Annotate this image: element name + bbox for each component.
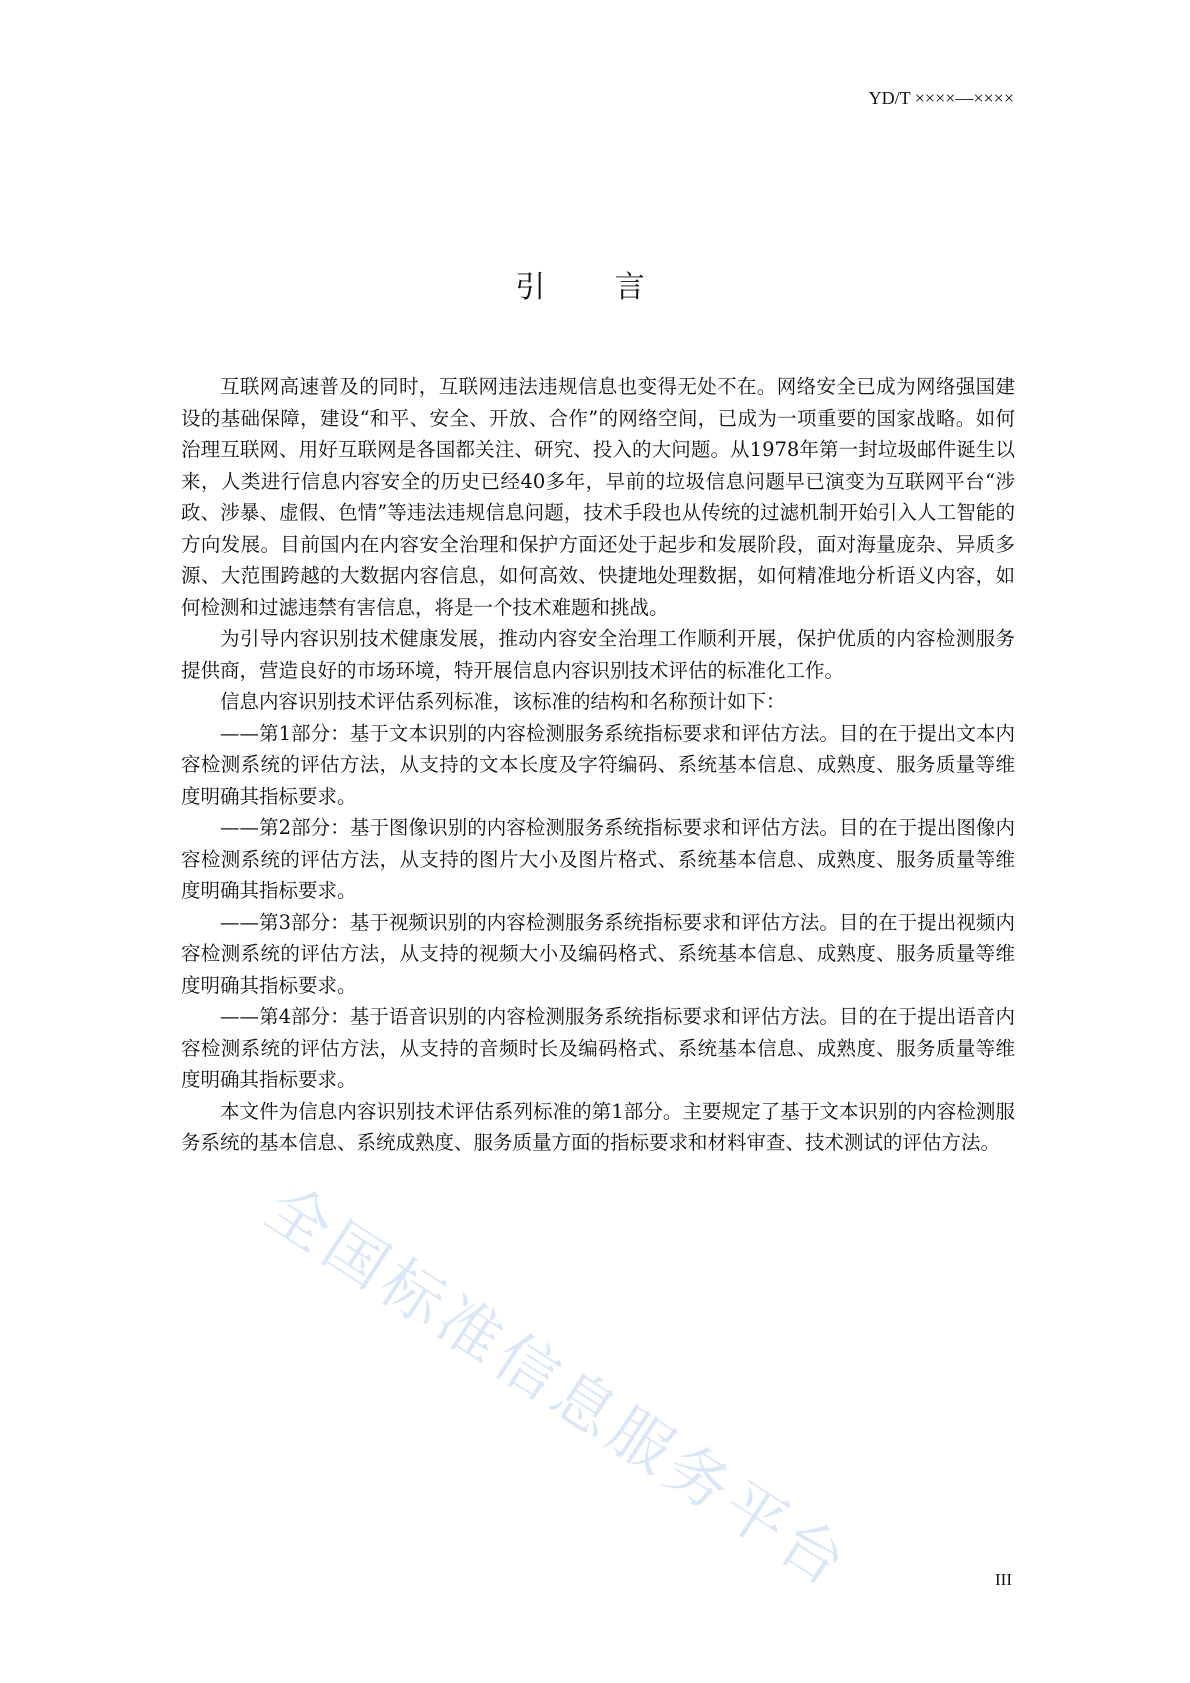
document-body <box>181 371 1015 1159</box>
standard-code: YD/T ××××—×××× <box>868 88 1014 108</box>
paragraph-3: 信息内容识别技术评估系列标准，该标准的结构和名称预计如下： <box>220 690 786 713</box>
paragraph-2: 为引导内容识别技术健康发展，推动内容安全治理工作顺利开展，保护优质的内容检测服务提供商，营造良好的市场环境，特开展信息内容识别技术评估的标准化工作。 <box>181 627 1015 682</box>
paragraph-part-4: ——第4部分：基于语音识别的内容检测服务系统指标要求和评估方法。目的在于提出语音内容检测系统的评估方法，从支持的音频时长及编码格式、系统基本信息、成熟度、服务质量等维度明确其指标要求。 <box>181 1005 1015 1091</box>
paragraph-part-1: ——第1部分：基于文本识别的内容检测服务系统指标要求和评估方法。目的在于提出文本内容检测系统的评估方法，从支持的文本长度及字符编码、系统基本信息、成熟度、服务质量等维度明确其指标要求。 <box>181 721 1015 808</box>
paragraph-scope: 本文件为信息内容识别技术评估系列标准的第1部分。主要规定了基于文本识别的内容检测服务系统的基本信息、系统成熟度、服务质量方面的指标要求和材料审查、技术测试的评估方法。 <box>181 1099 1015 1154</box>
paragraph-1: 互联网高速普及的同时，互联网违法违规信息也变得无处不在。网络安全已成为网络强国建设的基础保障，建设“和平、安全、开放、合作”的网络空间，已成为一项重要的国家战略。如何治理互联网、用好互联网是各国都关注、研究、投入的大问题。从1978年第一封垃圾邮件诞生以来，人类进行信息内容安全的历史已经40多年，早前的垃圾信息问题早已演变为互联网平台“涉政、涉暴、虚假、色情”等违法违规信息问题，技术手段也从传统的过滤机制开始引入人工智能的方向发展。目前国内在内容安全治理和保护方面还处于起步和发展阶段，面对海量庞杂、异质多源、大范围跨越的大数据内容信息，如何高效、快捷地处理数据，如何精准地分析语义内容，如何检测和过滤违禁有害信息，将是一个技术难题和挑战。 <box>181 375 1015 619</box>
watermark: 全国标准信息服务平台 <box>253 1170 864 1603</box>
paragraph-part-2: ——第2部分：基于图像识别的内容检测服务系统指标要求和评估方法。目的在于提出图像内容检测系统的评估方法，从支持的图片大小及图片格式、系统基本信息、成熟度、服务质量等维度明确其指标要求。 <box>181 816 1015 902</box>
paragraph-part-3: ——第3部分：基于视频识别的内容检测服务系统指标要求和评估方法。目的在于提出视频内容检测系统的评估方法，从支持的视频大小及编码格式、系统基本信息、成熟度、服务质量等维度明确其指标要求。 <box>181 910 1015 997</box>
page-title: 引 言 <box>515 270 675 305</box>
page-number: III <box>995 1570 1012 1589</box>
